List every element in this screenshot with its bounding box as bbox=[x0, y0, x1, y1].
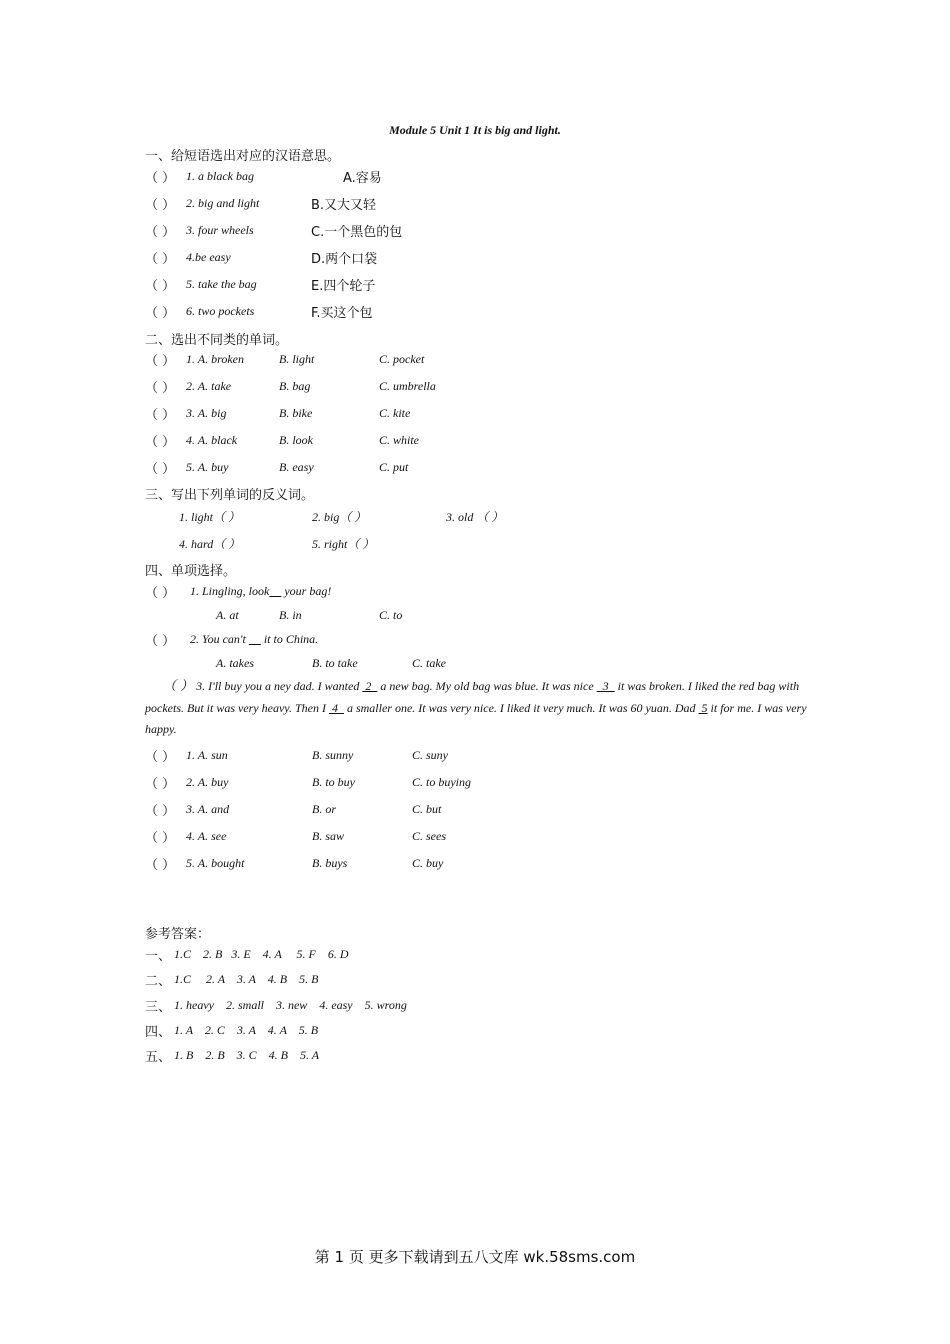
answer-paren: （ ） bbox=[145, 634, 176, 649]
option-b: B. look bbox=[279, 433, 313, 447]
option-b: B. easy bbox=[279, 460, 314, 474]
option-b: B. light bbox=[279, 352, 315, 366]
answer-paren: （ ） bbox=[145, 462, 176, 477]
option-c: C. take bbox=[412, 656, 446, 670]
antonym-item: 4. hard（ ） bbox=[179, 537, 241, 551]
phrase: 4.be easy bbox=[186, 250, 231, 264]
option-a: A. at bbox=[216, 608, 239, 622]
answer-text: 1. heavy 2. small 3. new 4. easy 5. wrong bbox=[174, 998, 407, 1012]
answer-paren: （ ） bbox=[145, 381, 176, 396]
answer-paren: （ ） bbox=[145, 225, 176, 240]
option-a: 1. A. broken bbox=[186, 352, 244, 366]
answer-paren: （ ） bbox=[145, 804, 176, 819]
answer-label: 三、 bbox=[145, 1000, 172, 1015]
phrase: 2. big and light bbox=[186, 196, 260, 210]
option-c: C. white bbox=[379, 433, 420, 447]
option-a: 4. A. black bbox=[186, 433, 238, 447]
answer-blank: 3 bbox=[596, 679, 615, 693]
option-b: B. bike bbox=[279, 406, 313, 420]
option-a: 5. A. buy bbox=[186, 460, 229, 474]
answer-paren: （ ） bbox=[145, 586, 176, 601]
option-c: C. umbrella bbox=[379, 379, 436, 393]
antonym-item: 5. right（ ） bbox=[312, 537, 375, 551]
option-a: 3. A. big bbox=[186, 406, 227, 420]
option-c: C. suny bbox=[412, 748, 448, 762]
option-c: C. put bbox=[379, 460, 409, 474]
answer-paren: （ ） bbox=[163, 679, 194, 694]
answer-blank: 2 bbox=[362, 679, 378, 693]
document-title: Module 5 Unit 1 It is big and light. bbox=[389, 123, 561, 137]
option-c: C. to buying bbox=[412, 775, 471, 789]
option-b: B. bag bbox=[279, 379, 311, 393]
answer-blank: 5 bbox=[698, 700, 708, 715]
question-text: 1. Lingling, look your bag! bbox=[190, 584, 332, 598]
option-c: C. pocket bbox=[379, 352, 425, 366]
option-a: 4. A. see bbox=[186, 829, 227, 843]
option-b: B. to take bbox=[312, 656, 358, 670]
phrase: 6. two pockets bbox=[186, 304, 255, 318]
answer-paren: （ ） bbox=[145, 252, 176, 267]
answer-text: 1.C 2. A 3. A 4. B 5. B bbox=[174, 972, 319, 986]
option: F.买这个包 bbox=[311, 306, 373, 321]
phrase: 5. take the bag bbox=[186, 277, 257, 291]
option-b: B. to buy bbox=[312, 775, 355, 789]
option-b: B. in bbox=[279, 608, 302, 622]
page-footer: 第 1 页 更多下载请到五八文库 wk.58sms.com bbox=[314, 1248, 636, 1266]
answer-paren: （ ） bbox=[145, 831, 176, 846]
question-text: 2. You can't it to China. bbox=[190, 632, 319, 646]
answer-blank: 4 bbox=[328, 700, 344, 715]
option: E.四个轮子 bbox=[311, 279, 376, 294]
answer-paren: （ ） bbox=[145, 777, 176, 792]
answer-text: 1. B 2. B 3. C 4. B 5. A bbox=[174, 1048, 320, 1062]
answer-paren: （ ） bbox=[145, 750, 176, 765]
answer-label: 四、 bbox=[145, 1025, 172, 1040]
option-c: C. but bbox=[412, 802, 442, 816]
answer-paren: （ ） bbox=[145, 198, 176, 213]
section4-heading: 四、单项选择。 bbox=[145, 564, 237, 579]
answer-label: 五、 bbox=[145, 1050, 172, 1065]
option-c: C. kite bbox=[379, 406, 411, 420]
option-a: 2. A. take bbox=[186, 379, 232, 393]
option-c: C. buy bbox=[412, 856, 444, 870]
antonym-item: 2. big（ ） bbox=[312, 510, 367, 524]
answer-paren: （ ） bbox=[145, 171, 176, 186]
answer-blank bbox=[249, 632, 261, 646]
option-b: B. sunny bbox=[312, 748, 354, 762]
answer-label: 二、 bbox=[145, 974, 172, 989]
answer-paren: （ ） bbox=[145, 435, 176, 450]
answer-blank bbox=[269, 584, 281, 598]
section2-heading: 二、选出不同类的单词。 bbox=[145, 333, 289, 348]
option: C.一个黑色的包 bbox=[311, 225, 403, 240]
option-a: A. takes bbox=[216, 656, 254, 670]
option: D.两个口袋 bbox=[311, 252, 378, 267]
antonym-item: 3. old （ ） bbox=[446, 510, 504, 524]
answer-paren: （ ） bbox=[145, 306, 176, 321]
option-a: 2. A. buy bbox=[186, 775, 229, 789]
option-b: B. or bbox=[312, 802, 336, 816]
option-a: 5. A. bought bbox=[186, 856, 245, 870]
option-b: B. saw bbox=[312, 829, 345, 843]
cloze-passage: （ ） 3. I'll buy you a ney dad. I wanted 2 a new bag. My old bag was blue. It was nice 3 it was broken. I liked the red bag with pockets. But it was very heavy. Then I 4 a smaller one. It was very nice. I liked it very much. It was 60 yuan. Dad 5 it for me. I was very happy. bbox=[145, 679, 807, 736]
phrase: 1. a black bag bbox=[186, 169, 254, 183]
option-c: C. to bbox=[379, 608, 403, 622]
answer-text: 1. A 2. C 3. A 4. A 5. B bbox=[174, 1023, 319, 1037]
answers-heading: 参考答案： bbox=[145, 927, 211, 942]
section3-heading: 三、写出下列单词的反义词。 bbox=[145, 488, 315, 503]
option: B.又大又轻 bbox=[311, 198, 377, 213]
answer-text: 1.C 2. B 3. E 4. A 5. F 6. D bbox=[174, 947, 349, 961]
option: A.容易 bbox=[343, 171, 382, 186]
phrase: 3. four wheels bbox=[186, 223, 254, 237]
answer-paren: （ ） bbox=[145, 354, 176, 369]
option-a: 3. A. and bbox=[186, 802, 230, 816]
answer-label: 一、 bbox=[145, 949, 172, 964]
answer-paren: （ ） bbox=[145, 408, 176, 423]
antonym-item: 1. light（ ） bbox=[179, 510, 241, 524]
option-c: C. sees bbox=[412, 829, 446, 843]
option-a: 1. A. sun bbox=[186, 748, 228, 762]
answer-paren: （ ） bbox=[145, 279, 176, 294]
option-b: B. buys bbox=[312, 856, 348, 870]
section1-heading: 一、给短语选出对应的汉语意思。 bbox=[145, 149, 341, 164]
answer-paren: （ ） bbox=[145, 858, 176, 873]
